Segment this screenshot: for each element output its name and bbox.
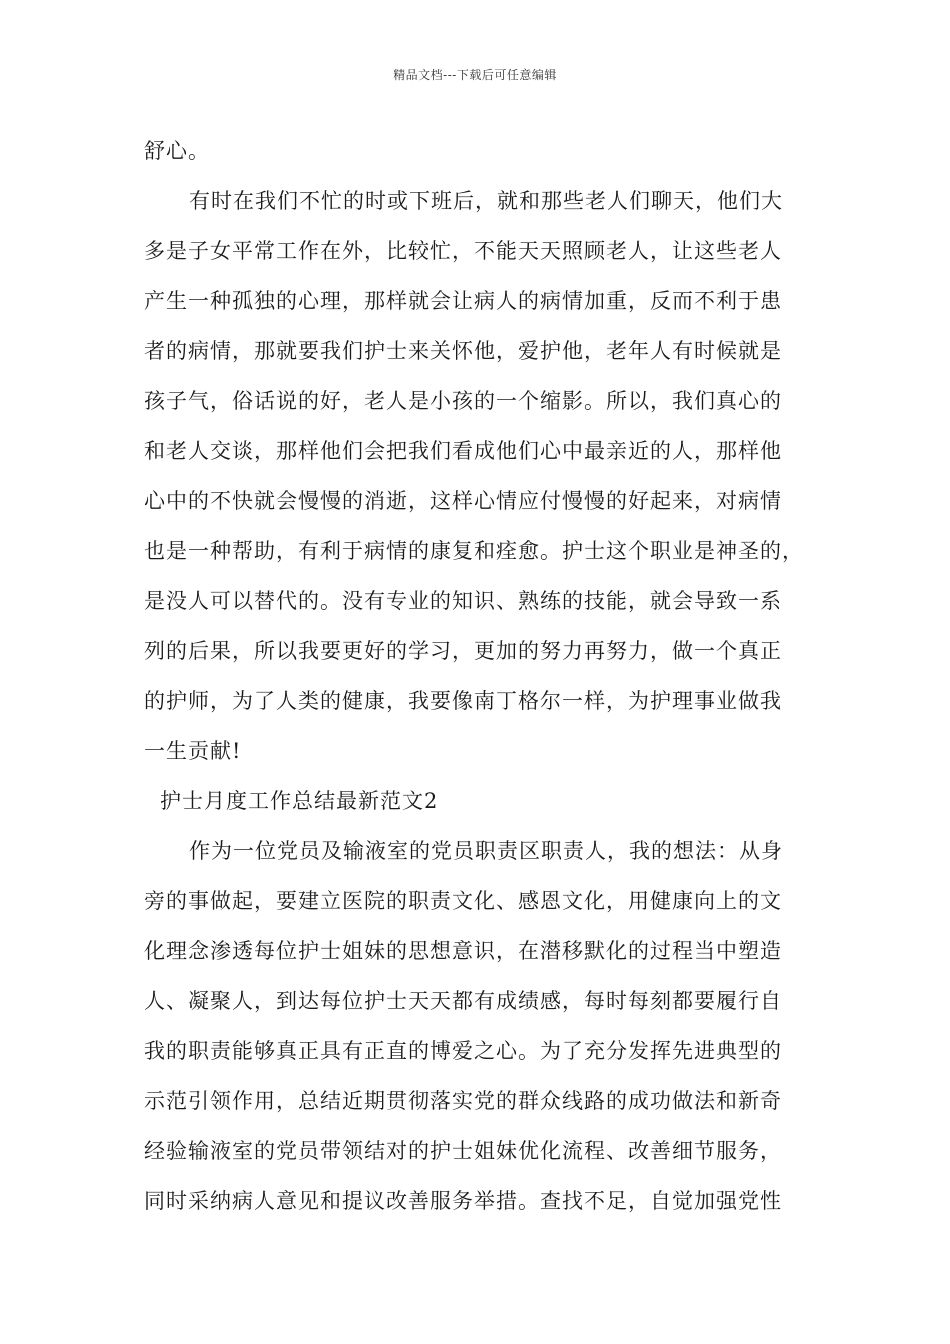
text-line: 示范引领作用，总结近期贯彻落实党的群众线路的成功做法和新奇 [144, 1089, 782, 1113]
document-body [144, 132, 812, 1232]
text-line: 也是一种帮助，有利于病情的康复和痊愈。护士这个职业是神圣的， [144, 539, 804, 563]
text-line: 旁的事做起，要建立医院的职责文化、感恩文化，用健康向上的文 [144, 889, 782, 913]
text-line: 化理念渗透每位护士姐妹的思想意识，在潜移默化的过程当中塑造 [144, 939, 782, 963]
text-line: 多是子女平常工作在外，比较忙，不能天天照顾老人，让这些老人 [144, 239, 782, 263]
text-line: 列的后果，所以我要更好的学习，更加的努力再努力，做一个真正 [144, 639, 782, 663]
text-line: 产生一种孤独的心理，那样就会让病人的病情加重，反而不利于患 [144, 289, 782, 313]
text-line: 有时在我们不忙的时或下班后，就和那些老人们聊天，他们大 [189, 189, 783, 213]
text-line: 心中的不快就会慢慢的消逝，这样心情应付慢慢的好起来，对病情 [144, 489, 782, 513]
text-line: 同时采纳病人意见和提议改善服务举措。查找不足，自觉加强党性 [144, 1189, 782, 1213]
page-header: 精品文档---下载后可任意编辑 [393, 68, 557, 82]
text-line: 人、凝聚人，到达每位护士天天都有成绩感，每时每刻都要履行自 [144, 989, 782, 1013]
text-line: 舒心。 [144, 139, 210, 163]
text-line: 和老人交谈，那样他们会把我们看成他们心中最亲近的人，那样他 [144, 439, 782, 463]
text-line: 经验输液室的党员带领结对的护士姐妹优化流程、改善细节服务， [144, 1139, 782, 1163]
section-heading: 护士月度工作总结最新范文2 [160, 789, 439, 813]
text-line: 我的职责能够真正具有正直的博爱之心。为了充分发挥先进典型的 [144, 1039, 782, 1063]
text-line: 的护师，为了人类的健康，我要像南丁格尔一样，为护理事业做我 [144, 689, 782, 713]
text-line: 是没人可以替代的。没有专业的知识、熟练的技能，就会导致一系 [144, 589, 782, 613]
text-line: 者的病情，那就要我们护士来关怀他，爱护他，老年人有时候就是 [144, 339, 782, 363]
text-line: 孩子气，俗话说的好，老人是小孩的一个缩影。所以，我们真心的 [144, 389, 782, 413]
text-line: 作为一位党员及输液室的党员职责区职责人，我的想法：从身 [189, 839, 783, 863]
text-line: 一生贡献! [144, 739, 242, 763]
